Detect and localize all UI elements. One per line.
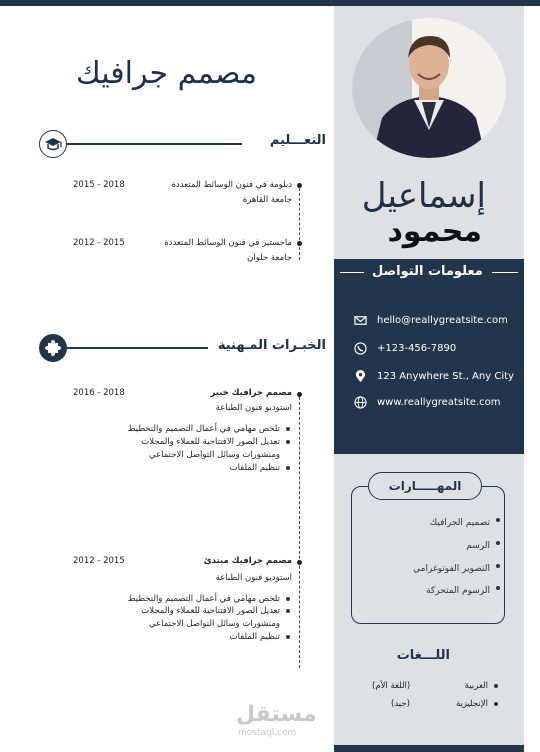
education-title: التعـــليم <box>269 133 326 148</box>
bullet-icon <box>286 597 290 601</box>
experience-company: استوديو فنون الطباعة <box>215 573 292 583</box>
education-date: 2015 - 2018 <box>73 180 125 190</box>
experience-role: مصمم جرافيك مبتدئ <box>203 556 292 566</box>
languages-title: اللـــغات <box>396 648 450 663</box>
contact-title-line-right <box>492 272 518 273</box>
timeline-dot <box>297 183 302 188</box>
experience-date: 2016 - 2018 <box>73 388 125 398</box>
bullet-icon <box>496 586 500 590</box>
language-item: العربية <box>465 681 498 691</box>
experience-task: تلخص مهامي في أعمال التصميم والتخطيط <box>128 594 290 604</box>
experience-task-continuation: ومنشورات وسائل التواصل الاجتماعي <box>148 619 280 629</box>
mail-icon <box>354 314 367 327</box>
experience-task: تلخص مهامي في أعمال التصميم والتخطيط <box>128 424 290 434</box>
watermark-domain: mostaql.com <box>238 728 297 738</box>
education-school: جامعة القاهرة <box>242 195 292 205</box>
education-degree: دبلومة في فنون الوسائط المتعددة <box>171 180 292 190</box>
bullet-icon <box>286 427 290 431</box>
globe-icon <box>354 396 367 409</box>
bullet-icon <box>496 541 500 545</box>
bullet-icon <box>494 684 498 688</box>
education-header-line <box>66 143 242 145</box>
experience-date: 2012 - 2015 <box>73 556 125 566</box>
language-level: (جيد) <box>391 699 410 709</box>
puzzle-icon <box>40 335 66 361</box>
skill-item: تصميم الجرافيك <box>430 518 500 528</box>
timeline-dot <box>297 392 302 397</box>
first-name: إسماعيل <box>361 176 486 216</box>
experience-task-continuation: ومنشورات وسائل التواصل الاجتماعي <box>148 450 280 460</box>
experience-icon-circle <box>39 334 67 362</box>
experience-company: استوديو فنون الطباعة <box>215 403 292 413</box>
skill-item: الرسوم المتحركة <box>426 586 500 596</box>
contact-email-row <box>354 314 508 327</box>
contact-address-row <box>354 370 514 383</box>
education-date: 2012 - 2015 <box>73 238 125 248</box>
contact-website[interactable]: www.reallygreatsite.com <box>377 397 501 408</box>
contact-phone[interactable]: +123-456-7890 <box>377 343 457 354</box>
bullet-icon <box>496 518 500 522</box>
bullet-icon <box>494 702 498 706</box>
timeline-dot <box>297 560 302 565</box>
education-degree: ماجستير في فنون الوسائط المتعددة <box>164 238 292 248</box>
education-icon-circle <box>39 130 67 158</box>
bullet-icon <box>496 564 500 568</box>
education-school: جامعة حلوان <box>247 253 292 263</box>
profile-photo <box>352 18 506 158</box>
graduation-cap-icon <box>40 131 66 157</box>
contact-section <box>334 259 524 454</box>
experience-task: تعديل الصور الافتتاحية للعملاء والمجلات <box>141 606 290 616</box>
bullet-icon <box>286 635 290 639</box>
language-item: الإنجليزية <box>456 699 498 709</box>
location-pin-icon <box>354 370 367 383</box>
watermark-logo: مستقل <box>236 702 317 727</box>
skills-title: المهـــــارات <box>368 472 482 500</box>
skills-box <box>351 486 505 624</box>
experience-task: تنظيم الملفات <box>230 463 290 473</box>
contact-title: معلومات التواصل <box>372 264 483 279</box>
experience-task: تنظيم الملفات <box>230 632 290 642</box>
bottom-accent-bar <box>334 745 524 752</box>
contact-phone-row <box>354 342 456 355</box>
contact-address: 123 Anywhere St., Any City <box>377 371 514 382</box>
language-level: (اللغة الأم) <box>372 681 411 691</box>
contact-title-line-left <box>340 272 364 273</box>
skill-item: الرسم <box>466 541 500 551</box>
education-timeline <box>299 183 300 260</box>
last-name: محمود <box>387 214 482 249</box>
experience-header-line <box>66 347 208 349</box>
experience-timeline <box>299 392 300 668</box>
contact-email[interactable]: hello@reallygreatsite.com <box>377 315 508 326</box>
timeline-dot <box>297 241 302 246</box>
bullet-icon <box>286 466 290 470</box>
experience-task: تعديل الصور الافتتاحية للعملاء والمجلات <box>141 437 290 447</box>
job-title: مصمم جرافيك <box>75 56 257 91</box>
experience-role: مصمم جرافيك خبير <box>210 388 292 398</box>
skill-item: التصوير الفوتوغرامي <box>413 564 500 574</box>
phone-icon <box>354 342 367 355</box>
bullet-icon <box>286 609 290 613</box>
experience-title: الخبـرات المـهنية <box>217 338 326 353</box>
bullet-icon <box>286 440 290 444</box>
contact-website-row <box>354 396 500 409</box>
